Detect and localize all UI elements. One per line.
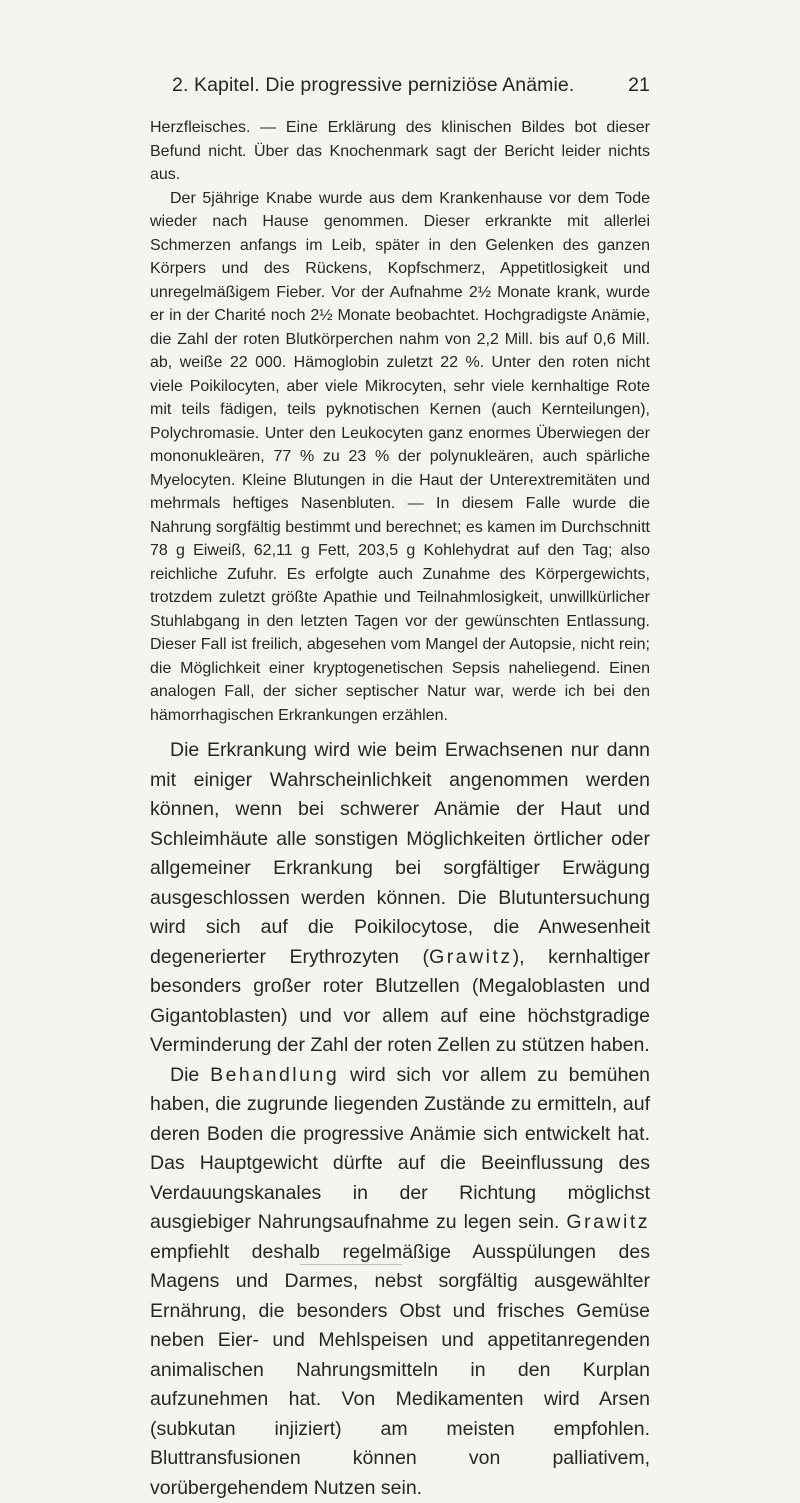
paragraph-1: Herzfleisches. — Eine Erklärung des klinischen Bildes bot dieser Befund nicht. Über das Knochenmark sagt der Bericht leider nichts aus. [150, 116, 650, 187]
page-body [150, 116, 650, 1503]
paragraph-treatment-text-1: wird sich vor allem zu bemühen haben, die zugrunde liegenden Zustände zu ermitteln, auf deren Boden die progressive Anämie sich entwickelt hat. Das Hauptgewicht dürfte auf die Beeinflussung des Verdauungskanales in der Richtung möglichst ausgiebiger Nahrungsaufnahme zu legen sein. [150, 1064, 650, 1234]
chapter-title: 2. Kapitel. Die progressive perniziöse Anämie. [172, 74, 574, 97]
paragraph-diagnosis-text-2: ), kernhaltiger besonders großer roter Blutzellen (Megaloblasten und Gigantoblasten) und vor allem auf eine höchstgradige Verminderung der Zahl der roten Zellen zu stützen haben. [150, 946, 650, 1057]
bottom-rule [300, 1264, 402, 1265]
case-report-section [150, 116, 650, 727]
paragraph-diagnosis-text-1: Die Erkrankung wird wie beim Erwachsenen nur dann mit einiger Wahrscheinlichkeit angenommen werden können, wenn bei schwerer Anämie der Haut und Schleimhäute alle sonstigen Möglichkeiten örtlicher oder allgemeiner Erkrankung bei sorgfältiger Erwägung ausgeschlossen werden können. Die Blutuntersuchung wird sich auf die Poikilocytose, die Anwesenheit degenerierter Erythrozyten ( [150, 739, 650, 968]
term-behandlung: Behandlung [210, 1064, 339, 1086]
paragraph-2: Der 5jährige Knabe wurde aus dem Krankenhause vor dem Tode wieder nach Hause genommen. Dieser erkrankte mit allerlei Schmerzen anfangs im Leib, später in den Gelenken des ganzen Körpers und des Rückens, Kopfschmerz, Appetitlosigkeit und unregelmäßigem Fieber. Vor der Aufnahme 2½ Monate krank, wurde er in der Charité noch 2½ Monate beobachtet. Hochgradigste Anämie, die Zahl der roten Blutkörperchen nahm von 2,2 Mill. bis auf 0,6 Mill. ab, weiße 22 000. Hämoglobin zuletzt 22 %. Unter den roten nicht viele Poikilocyten, aber viele Mikrocyten, sehr viele kernhaltige Rote mit teils fädigen, teils pyknotischen Kernen (auch Kernteilungen), Polychromasie. Unter den Leukocyten ganz enormes Überwiegen der mononukleären, 77 % zu 23 % der polynukleären, auch spärliche Myelocyten. Kleine Blutungen in die Haut der Unterextremitäten und mehrmals heftiges Nasenbluten. — In diesem Falle wurde die Nahrung sorgfältig bestimmt und berechnet; es kamen im Durchschnitt 78 g Eiweiß, 62,11 g Fett, 203,5 g Kohlehydrat auf den Tag; also reichliche Zufuhr. Es erfolgte auch Zunahme des Körpergewichts, trotzdem zuletzt größte Apathie und Teilnahmlosigkeit, unwillkürlicher Stuhlabgang in den letzten Tagen vor der gewünschten Entlassung. Dieser Fall ist freilich, abgesehen vom Mangel der Autopsie, nicht rein; die Möglichkeit einer kryptogenetischen Sepsis naheliegend. Einen analogen Fall, der sicher septischer Natur war, werde ich bei den hämorrhagischen Erkrankungen erzählen. [150, 187, 650, 728]
paragraph-treatment-text-2: empfiehlt deshalb regelmäßige Ausspülungen des Magens und Darmes, nebst sorgfältig ausgewählter Ernährung, die besonders Obst und frisches Gemüse neben Eier- und Mehlspeisen und appetitanregenden animalischen Nahrungsmitteln in den Kurplan aufzunehmen hat. Von Medikamenten wird Arsen (subkutan injiziert) am meisten empfohlen. Bluttransfusionen können von palliativem, vorübergehendem Nutzen sein. [150, 1241, 650, 1499]
page-number: 21 [628, 74, 650, 97]
author-name-grawitz: Grawitz [429, 946, 513, 968]
running-header [150, 74, 650, 104]
paragraph-treatment-prefix: Die [170, 1064, 210, 1086]
paragraph-diagnosis [150, 736, 650, 1061]
main-text-section [150, 736, 650, 1503]
author-name-grawitz-2: Grawitz [566, 1211, 650, 1233]
paragraph-treatment [150, 1061, 650, 1503]
